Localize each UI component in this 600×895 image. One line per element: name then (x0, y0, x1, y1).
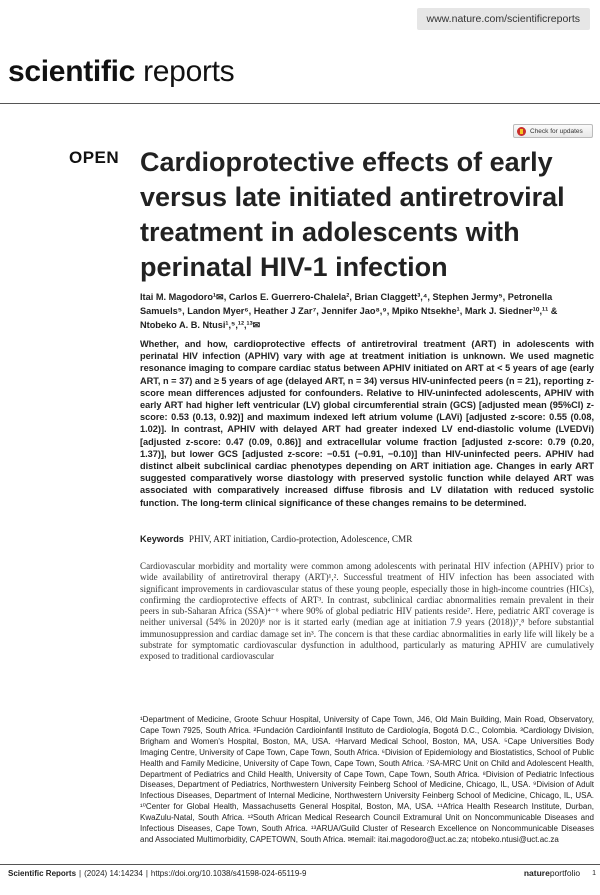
footer-journal: Scientific Reports (8, 868, 77, 878)
author-list: Itai M. Magodoro¹✉, Carlos E. Guerrero-Chalela², Brian Claggett³,⁴, Stephen Jermy⁵, Petronella Samuels⁵, Landon Myer⁶, Heather J Zar⁷, Jennifer Jao⁸,⁹, Mpiko Ntsekhe¹, Mark J. Siedner¹⁰,¹¹ & Ntobeko A. B. Ntusi¹,⁵,¹²,¹³✉ (140, 292, 558, 330)
footer-citation: (2024) 14:14234 (84, 868, 143, 878)
nature-portfolio-logo: natureportfolio (523, 868, 581, 878)
page-number: 1 (592, 869, 596, 877)
body-paragraph: Cardiovascular morbidity and mortality were common among adolescents with perinatal HIV infection (APHIV) prior to wide availability of antiretroviral therapy (ART)¹,². Successful treatment of HIV infection has been associated with significant improvements in cardiovascular status of these young people, especially those in high-income countries (HICs), confirming the cardioprotective effects of ART³. In contrast, subclinical cardiac abnormalities remain prevalent in their peers in sub-Saharan Africa (SSA)⁴⁻⁶ where 90% of global pediatric HIV patients reside⁷. Here, pediatric ART coverage is neither universal (54% in 2020)⁸ nor is it started early (median age at initiation 7.9 years (2018))⁷,⁸ before substantial immunosuppression and cardiac damage set in³. The concern is that these cardiac abnormalities in early life will likely be a substrate for symptomatic cardiovascular dysfunction in adulthood, particularly as maturing APHIV are cumulatively exposed to traditional cardiovascular (140, 561, 594, 662)
abstract: Whether, and how, cardioprotective effects of antiretroviral treatment (ART) in adolescents with perinatal HIV infection (APHIV) vary with age at treatment initiation is unknown. We used magnetic resonance imaging to compare cardiac status between APHIV initiated on ART at < 5 years of age (early ART, n = 37) and ≥ 5 years of age (delayed ART, n = 34) versus HIV-uninfected peers (n = 21), reporting z-score mean differences adjusted for confounders. Relative to HIV-uninfected adolescents, APHIV with early ART had higher left ventricular (LV) global circumferential strain (GCS) [adjusted mean (95%CI) z-score: 0.53 (0.13, 0.92)] and maximum indexed left atrium volume (LAVi) [adjusted z-score: 0.55 (0.08, 1.02)]. In contrast, APHIV with delayed ART had greater indexed LV end-diastolic volume (LVEDVi) [adjusted z-score: 0.47 (0.09, 0.86)] and extracellular volume fraction [adjusted z-score: 0.79 (0.20, 1.37)], but lower GCS [adjusted z-score: −0.51 (−0.91, −0.10)] than HIV-uninfected peers. APHIV had distinct albeit subclinical cardiac phenotypes depending on ART initiation age. Changes in early ART suggested comparatively worse diastology with preserved systolic function while delayed ART was associated with comparatively increased diffuse fibrosis and LV dilatation with reduced systolic function. The long-term clinical significance of these changes remains to be determined. (140, 339, 594, 508)
crossmark-icon (517, 127, 526, 136)
keywords-list: PHIV, ART initiation, Cardio-protection, Adolescence, CMR (188, 534, 413, 544)
check-updates-button[interactable] (513, 124, 593, 138)
open-access-label: OPEN (69, 148, 120, 167)
journal-logo-light: reports (143, 55, 235, 88)
header-divider (0, 103, 600, 104)
footer-divider (0, 864, 600, 865)
journal-url[interactable]: www.nature.com/scientificreports (417, 8, 590, 30)
footer-doi-link[interactable]: https://doi.org/10.1038/s41598-024-65119-9 (150, 868, 307, 878)
check-updates-label: Check for updates (530, 127, 583, 135)
affiliations: ¹Department of Medicine, Groote Schuur Hospital, University of Cape Town, J46, Old Main Building, Main Road, Observatory, Cape Town 7925, South Africa. ²Fundación Cardioinfantil Instituto de Cardiología, Bogotá D.C., Colombia. ³Cardiology Division, Brigham and Women's Hospital, Boston, MA, USA. ⁴Harvard Medical School, Boston, MA, USA. ⁵Cape Universities Body Imaging Centre, University of Cape Town, Cape Town, South Africa. ⁶Division of Epidemiology and Biostatistics, School of Public Health and Family Medicine, University of Cape Town, Cape Town, South Africa. ⁷SA-MRC Unit on Child and Adolescent Health, Department of Pediatrics and Child Health, University of Cape Town, Cape Town, South Africa. ⁸Division of Pediatric Infectious Diseases, Department of Pediatrics, Northwestern University Feinberg School of Medicine, Chicago, IL, USA. ⁹Division of Adult Infectious Diseases, Department of Internal Medicine, Northwestern University Feinberg School of Medicine, Chicago, IL, USA. ¹⁰Center for Global Health, Massachusetts General Hospital, Boston, MA, USA. ¹¹Africa Health Research Institute, Durban, KwaZulu-Natal, South Africa. ¹²South African Medical Research Council Extramural Unit on Noncommunicable Diseases and Infectious Diseases, Cape Town, South Africa. ¹³ARUA/Guild Cluster of Research Excellence on Noncommunicable Diseases and Associated Multimorbidity, CAPETOWN, South Africa. ✉email: itai.magodoro@uct.ac.za; ntobeko.ntusi@uct.ac.za (140, 715, 594, 844)
keywords-label: Keywords (140, 534, 184, 544)
journal-logo (8, 55, 234, 89)
journal-logo-bold: scientific (8, 55, 136, 88)
page-footer: Scientific Reports | (2024) 14:14234 | https://doi.org/10.1038/s41598-024-65119-9 natureportfolio 1 (8, 868, 596, 878)
article-title: Cardioprotective effects of early versus late initiated antiretroviral treatment in adolescents with perinatal HIV-1 infection (140, 147, 565, 282)
keywords (140, 534, 594, 544)
